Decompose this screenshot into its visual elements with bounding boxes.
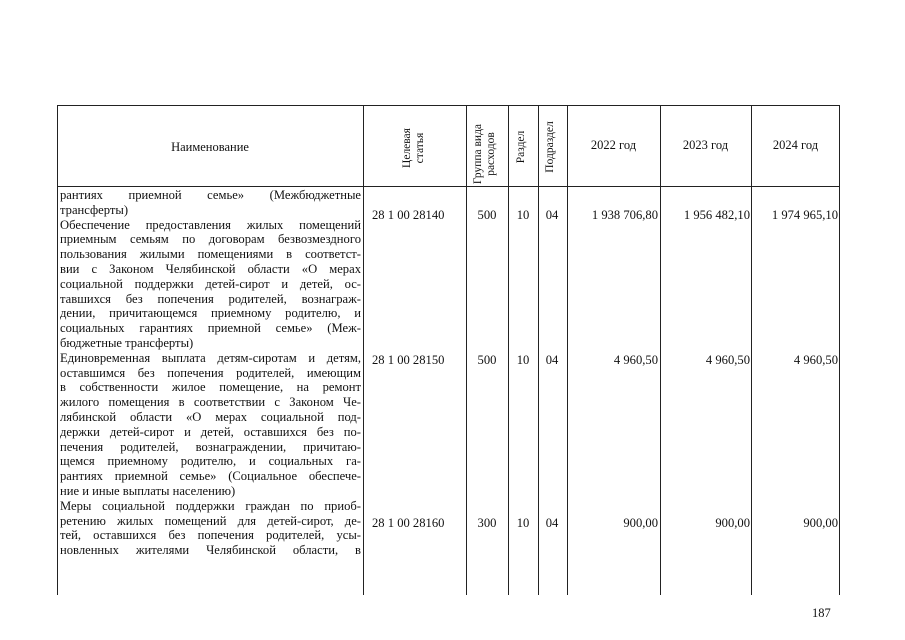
name-line: рантиях приемной семье» (Социальное обеспече- [60,469,361,484]
name-line: новленных жителями Челябинской области, в [60,543,361,558]
header-year-2024: 2024 год [772,138,819,152]
col-divider [363,105,364,595]
row-code: 28 1 00 28160 [372,516,445,530]
page-number: 187 [812,606,831,620]
row-section: 10 [516,516,530,530]
row-subsection: 04 [545,516,559,530]
name-line: ретению жилых помещений для детей-сирот, де- [60,513,361,528]
name-line: Единовременная выплата детям-сиротам и детям, [60,350,361,365]
name-line: вии с Законом Челябинской области «О мерах [60,261,361,276]
row-subsection: 04 [545,208,559,222]
row-expense-group: 500 [477,208,497,222]
row-amount-2022: 4 960,50 [613,353,658,367]
row-amount-2024: 900,00 [803,516,838,530]
row-amount-2023: 4 960,50 [705,353,750,367]
header-year-2022: 2022 год [590,138,637,152]
header-year-2023: 2023 год [682,138,729,152]
row-subsection: 04 [545,353,559,367]
header-divider [57,186,840,187]
header-target-article: Целевая статья [401,128,426,168]
col-divider [660,105,661,595]
row-amount-2022: 900,00 [623,516,658,530]
name-line: тавшихся без попечения родителей, вознаграж- [60,291,361,306]
name-line: тей, оставшихся без попечения родителей, усы- [60,528,361,543]
header-section: Раздел [515,130,527,164]
name-line: держки детей-сирот и детей, оставшихся без по- [60,424,361,439]
name-line: лябинской области «О мерах социальной под- [60,409,361,424]
name-line: Обеспечение предоставления жилых помещений [60,217,361,232]
name-line: ние и иные выплаты населению) [60,483,236,498]
name-line: Меры социальной поддержки граждан по приоб- [60,498,361,513]
name-line: печения родителей, вознаграждении, причитаю- [60,439,361,454]
name-line: в собственности жилое помещение, на ремонт [60,380,361,395]
header-name: Наименование [171,140,249,154]
name-line: трансферты) [60,202,129,217]
name-line: жилого помещения в соответствии с Законом Че- [60,395,361,410]
name-column-text [60,188,361,558]
row-amount-2024: 4 960,50 [793,353,838,367]
name-line: социальных гарантиях приемной семье» (Меж- [60,321,361,336]
row-amount-2022: 1 938 706,80 [591,208,658,222]
name-line: щемся приемному родителю, и социальных га- [60,454,361,469]
row-section: 10 [516,353,530,367]
row-amount-2024: 1 974 965,10 [771,208,838,222]
row-code: 28 1 00 28150 [372,353,445,367]
row-expense-group: 300 [477,516,497,530]
row-code: 28 1 00 28140 [372,208,445,222]
header-expense-group: Группа вида расходов [472,123,497,185]
name-line: дении, причитающемся приемному родителю, и [60,306,361,321]
name-line: оставшимся без попечения родителей, имеющим [60,365,361,380]
name-line: приемным семьям по договорам безвозмездного [60,232,361,247]
row-amount-2023: 900,00 [715,516,750,530]
col-divider [466,105,467,595]
name-line: пользования жилыми помещениями в соответст- [60,247,361,262]
row-section: 10 [516,208,530,222]
row-amount-2023: 1 956 482,10 [683,208,750,222]
row-expense-group: 500 [477,353,497,367]
name-line: социальной поддержки детей-сирот и детей, ос- [60,276,361,291]
header-subsection: Подраздел [544,121,556,173]
name-line: бюджетные трансферты) [60,335,194,350]
name-line: рантиях приемной семье» (Межбюджетные [60,188,361,202]
